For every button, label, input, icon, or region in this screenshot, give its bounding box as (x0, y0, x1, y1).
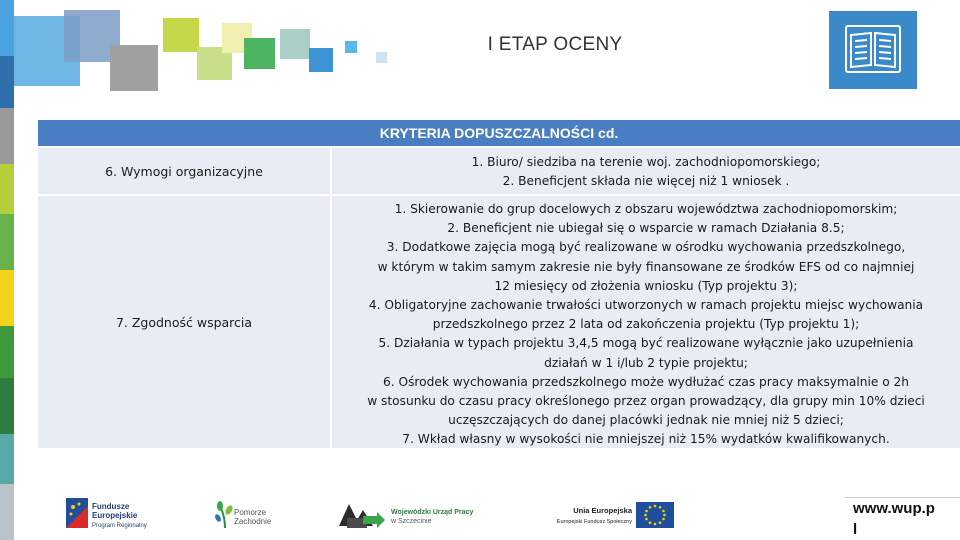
criterion-line: 1. Biuro/ siedziba na terenie woj. zachodniopomorskiego; (471, 155, 821, 169)
row-content (332, 196, 960, 448)
row-content (332, 148, 960, 194)
pomorze-line2: Zachodnie (234, 517, 272, 526)
row-label: 6. Wymogi organizacyjne (38, 148, 332, 194)
fe-flag-icon (66, 498, 88, 528)
criterion-line: 4. Obligatoryjne zachowanie trwałości utworzonych w ramach projektu miejsc wychowania (368, 298, 924, 313)
criterion-line: 2. Beneficjent składa nie więcej niż 1 wniosek . (502, 174, 790, 189)
criterion-line: 5. Działania w typach projektu 3,4,5 mogą być realizowane wyłącznie jako uzupełnienia (378, 336, 914, 351)
table-row (38, 196, 960, 450)
criterion-line: 7. Wkład własny w wysokości nie mniejszej niż 15% wydatków kwalifikowanych. (402, 432, 890, 447)
slide-title: I ETAP OCENY (487, 34, 623, 55)
pomorze-flower-icon (214, 500, 236, 530)
strip-green (0, 214, 14, 270)
deco-square (110, 45, 158, 91)
pomorze-zachodnie-logo (214, 500, 284, 532)
table-header: KRYTERIA DOPUSZCZALNOŚCI cd. (38, 120, 960, 148)
strip-green-2 (0, 326, 14, 378)
criterion-line: 2. Beneficjent nie ubiegał się o wsparcie w ramach Działania 8.5; (447, 221, 845, 236)
deco-square (163, 18, 199, 52)
criterion-line: w którym w takim samym zakresie nie były finansowane ze środków EFS od co najmniej (377, 259, 915, 274)
deco-square (280, 29, 310, 59)
criterion-line: 12 miesięcy od złożenia wniosku (Typ projektu 3); (494, 278, 798, 293)
deco-square (376, 52, 387, 63)
ue-line2: Europejski Fundusz Społeczny (556, 519, 632, 525)
fe-logo-line3: Program Regionalny (92, 523, 147, 529)
strip-grey-light (0, 484, 14, 540)
fe-logo-line1: Fundusze (92, 502, 130, 511)
criterion-line: 6. Ośrodek wychowania przedszkolnego może wydłużać czas pracy maksymalnie o 2h (382, 374, 910, 389)
url-line1: www.wup.p (853, 500, 935, 517)
row-label: 7. Zgodność wsparcia (38, 196, 332, 448)
wup-emblem-icon (337, 500, 385, 530)
url-line2: l (853, 521, 858, 538)
strip-blue-light (0, 0, 14, 56)
fe-logo-line2: Europejskie (92, 511, 138, 520)
ue-line1: Unia Europejska (573, 506, 632, 515)
criterion-line: 1. Skierowanie do grup docelowych z obszaru województwa zachodniopomorskim; (394, 202, 898, 216)
wup-line2: w Szczecinie (391, 518, 432, 525)
criterion-line: uczęszczających do danej placówki jednak nie mniej niż 5 dzieci; (448, 413, 844, 428)
deco-square (244, 38, 275, 69)
strip-blue-dark (0, 56, 14, 108)
criterion-line: działań w 1 i/lub 2 typie projektu; (544, 355, 748, 370)
strip-lime (0, 164, 14, 214)
wup-logo (337, 500, 487, 534)
table-row (38, 148, 960, 196)
footer-url[interactable] (845, 497, 960, 540)
unia-europejska-logo (540, 502, 676, 532)
criterion-line: w stosunku do czasu pracy określonego przez organ prowadzący, dla grupy min 10% dzieci (367, 394, 925, 409)
eu-flag-icon (636, 502, 674, 528)
strip-yellow (0, 270, 14, 326)
strip-teal (0, 434, 14, 484)
book-badge (829, 11, 917, 89)
wup-line1: Wojewódzki Urząd Pracy (391, 509, 474, 516)
fundusze-europejskie-logo (66, 496, 166, 532)
deco-square (309, 48, 333, 72)
strip-grey (0, 108, 14, 164)
pomorze-line1: Pomorze (234, 508, 267, 517)
strip-green-dark (0, 378, 14, 434)
criteria-table (38, 120, 960, 450)
deco-square (345, 41, 357, 53)
open-book-icon (845, 25, 901, 73)
criterion-line: przedszkolnego przez 2 lata od zakończenia projektu (Typ projektu 1); (432, 317, 860, 332)
criterion-line: 3. Dodatkowe zajęcia mogą być realizowane w ośrodku wychowania przedszkolnego, (386, 240, 906, 255)
